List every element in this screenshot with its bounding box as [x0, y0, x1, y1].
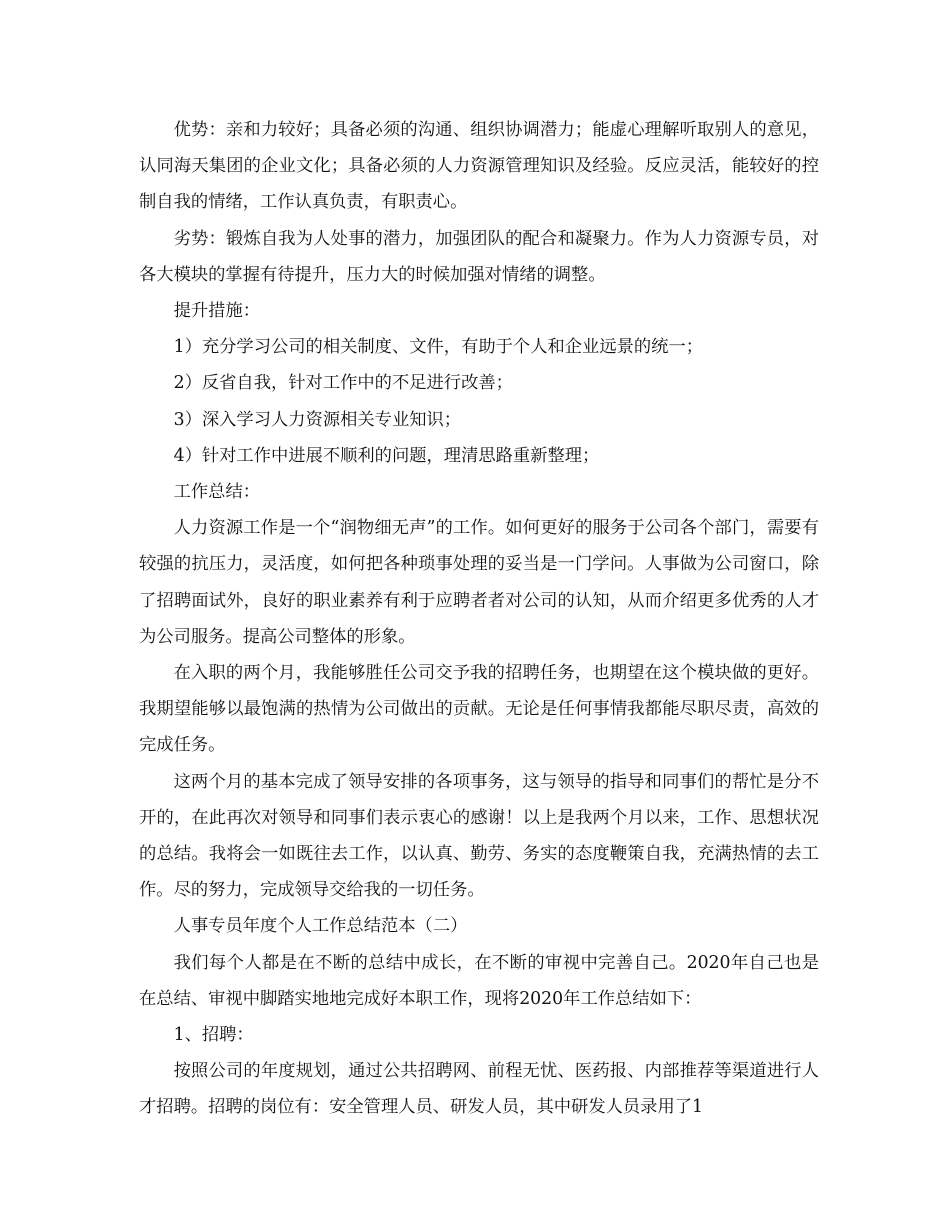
document-page [139, 112, 819, 1126]
paragraph-improvement-4: 4）针对工作中进展不顺利的问题，理清思路重新整理； [173, 445, 600, 466]
paragraph-intro: 我们每个人都是在不断的总结中成长，在不断的审视中完善自己。2020年自己也是在总结、审视中脚踏实地地完成好本职工作，现将2020年工作总结如下： [139, 952, 819, 1009]
paragraph-recruitment-heading: 1、招聘： [173, 1025, 254, 1046]
paragraph-improvement-2: 2）反省自我，针对工作中的不足进行改善； [173, 373, 513, 394]
paragraph-improvement-3: 3）深入学习人力资源相关专业知识； [173, 409, 462, 430]
paragraph-improvement-heading: 提升措施： [173, 301, 261, 322]
paragraph-summary-2: 在入职的两个月，我能够胜任公司交予我的招聘任务，也期望在这个模块做的更好。我期望能够以最饱满的热情为公司做出的贡献。无论是任何事情我都能尽职尽责，高效的完成任务。 [139, 663, 819, 756]
paragraph-summary-3: 这两个月的基本完成了领导安排的各项事务，这与领导的指导和同事们的帮忙是分不开的，在此再次对领导和同事们表示衷心的感谢！以上是我两个月以来，工作、思想状况的总结。我将会一如既往去工作，以认真、勤劳、务实的态度鞭策自我，充满热情的去工作。尽的努力，完成领导交给我的一切任务。 [139, 771, 819, 901]
paragraph-summary-1: 人力资源工作是一个“润物细无声”的工作。如何更好的服务于公司各个部门，需要有较强的抗压力，灵活度，如何把各种琐事处理的妥当是一门学问。人事做为公司窗口，除了招聘面试外，良好的职业素养有利于应聘者者对公司的认知，从而介绍更多优秀的人才为公司服务。提高公司整体的形象。 [139, 518, 819, 647]
paragraph-improvement-1: 1）充分学习公司的相关制度、文件，有助于个人和企业远景的统一； [173, 337, 704, 358]
section-title: 人事专员年度个人工作总结范本（二） [173, 916, 468, 937]
paragraph-recruitment-body: 按照公司的年度规划，通过公共招聘网、前程无忧、医药报、内部推荐等渠道进行人才招聘。招聘的岗位有：安全管理人员、研发人员，其中研发人员录用了1 [139, 1061, 819, 1118]
paragraph-weaknesses: 劣势：锻炼自我为人处事的潜力，加强团队的配合和凝聚力。作为人力资源专员，对各大模块的掌握有待提升，压力大的时候加强对情绪的调整。 [139, 228, 819, 285]
paragraph-summary-heading: 工作总结： [173, 482, 261, 503]
paragraph-strengths: 优势：亲和力较好；具备必须的沟通、组织协调潜力；能虚心理解听取别人的意见，认同海天集团的企业文化；具备必须的人力资源管理知识及经验。反应灵活，能较好的控制自我的情绪，工作认真负责，有职责心。 [139, 120, 819, 213]
